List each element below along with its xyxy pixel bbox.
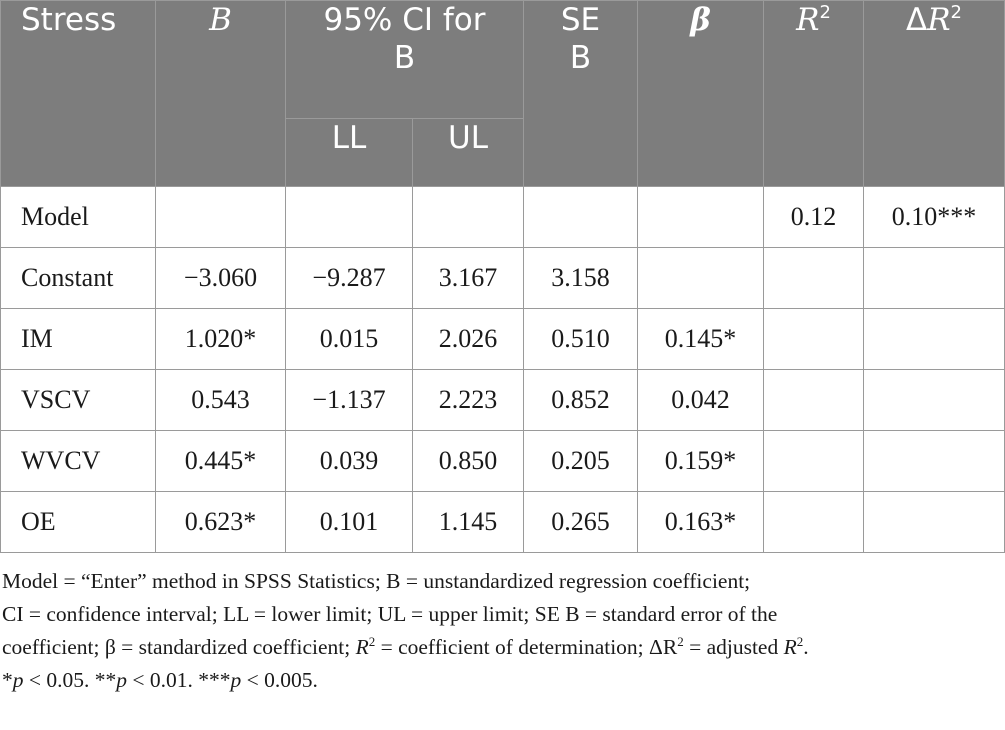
header-beta: β xyxy=(638,1,764,187)
header-se-b: SE B xyxy=(524,1,638,187)
header-ul: UL xyxy=(413,119,524,187)
cell-dr2 xyxy=(864,492,1005,553)
header-stress: Stress xyxy=(1,1,156,187)
cell-b: 0.543 xyxy=(156,370,286,431)
cell-label: Model xyxy=(1,187,156,248)
cell-ll: −9.287 xyxy=(286,248,413,309)
cell-ul: 2.223 xyxy=(413,370,524,431)
table-row xyxy=(1,431,1005,492)
cell-se: 0.205 xyxy=(524,431,638,492)
cell-r2 xyxy=(764,431,864,492)
cell-se: 0.852 xyxy=(524,370,638,431)
cell-ll xyxy=(286,187,413,248)
cell-beta: 0.145* xyxy=(638,309,764,370)
cell-label: OE xyxy=(1,492,156,553)
footnote-line-2: CI = confidence interval; LL = lower limit; UL = upper limit; SE B = standard error of the xyxy=(2,602,778,626)
footnote-line-3: coefficient; β = standardized coefficient; $R^2$ = coefficient of determination; $\Delta R^2$ = adjusted $R^2$. xyxy=(2,634,809,659)
header-row-1 xyxy=(1,1,1005,119)
cell-label: WVCV xyxy=(1,431,156,492)
cell-dr2 xyxy=(864,309,1005,370)
cell-beta xyxy=(638,248,764,309)
cell-se: 3.158 xyxy=(524,248,638,309)
table-footnote xyxy=(0,553,1005,697)
cell-ul: 2.026 xyxy=(413,309,524,370)
table-row xyxy=(1,187,1005,248)
cell-beta xyxy=(638,187,764,248)
table-body xyxy=(1,187,1005,553)
header-ll: LL xyxy=(286,119,413,187)
cell-se: 0.510 xyxy=(524,309,638,370)
footnote-line-1: Model = “Enter” method in SPSS Statistics; B = unstandardized regression coefficient; xyxy=(2,569,751,593)
header-ci: 95% CI for B xyxy=(286,1,524,119)
header-b: B xyxy=(156,1,286,187)
table-row xyxy=(1,248,1005,309)
cell-label: IM xyxy=(1,309,156,370)
cell-ul xyxy=(413,187,524,248)
table-row xyxy=(1,309,1005,370)
cell-dr2 xyxy=(864,431,1005,492)
cell-b: 0.445* xyxy=(156,431,286,492)
cell-b: −3.060 xyxy=(156,248,286,309)
header-r2: $R^2$ xyxy=(764,1,864,187)
cell-ll: −1.137 xyxy=(286,370,413,431)
cell-label: VSCV xyxy=(1,370,156,431)
cell-dr2 xyxy=(864,370,1005,431)
cell-ll: 0.039 xyxy=(286,431,413,492)
cell-se xyxy=(524,187,638,248)
cell-beta: 0.159* xyxy=(638,431,764,492)
cell-b: 1.020* xyxy=(156,309,286,370)
cell-dr2: 0.10*** xyxy=(864,187,1005,248)
table-row xyxy=(1,370,1005,431)
cell-b xyxy=(156,187,286,248)
cell-r2 xyxy=(764,492,864,553)
cell-ul: 1.145 xyxy=(413,492,524,553)
cell-beta: 0.042 xyxy=(638,370,764,431)
cell-dr2 xyxy=(864,248,1005,309)
cell-r2: 0.12 xyxy=(764,187,864,248)
cell-r2 xyxy=(764,248,864,309)
cell-ll: 0.015 xyxy=(286,309,413,370)
footnote-line-4: *p < 0.05. **p < 0.01. ***p < 0.005. xyxy=(2,668,318,692)
table-row xyxy=(1,492,1005,553)
header-delta-r2: $\Delta R^2$ xyxy=(864,1,1005,187)
cell-b: 0.623* xyxy=(156,492,286,553)
cell-label: Constant xyxy=(1,248,156,309)
cell-r2 xyxy=(764,309,864,370)
cell-se: 0.265 xyxy=(524,492,638,553)
cell-ul: 0.850 xyxy=(413,431,524,492)
cell-beta: 0.163* xyxy=(638,492,764,553)
cell-ul: 3.167 xyxy=(413,248,524,309)
cell-r2 xyxy=(764,370,864,431)
cell-ll: 0.101 xyxy=(286,492,413,553)
